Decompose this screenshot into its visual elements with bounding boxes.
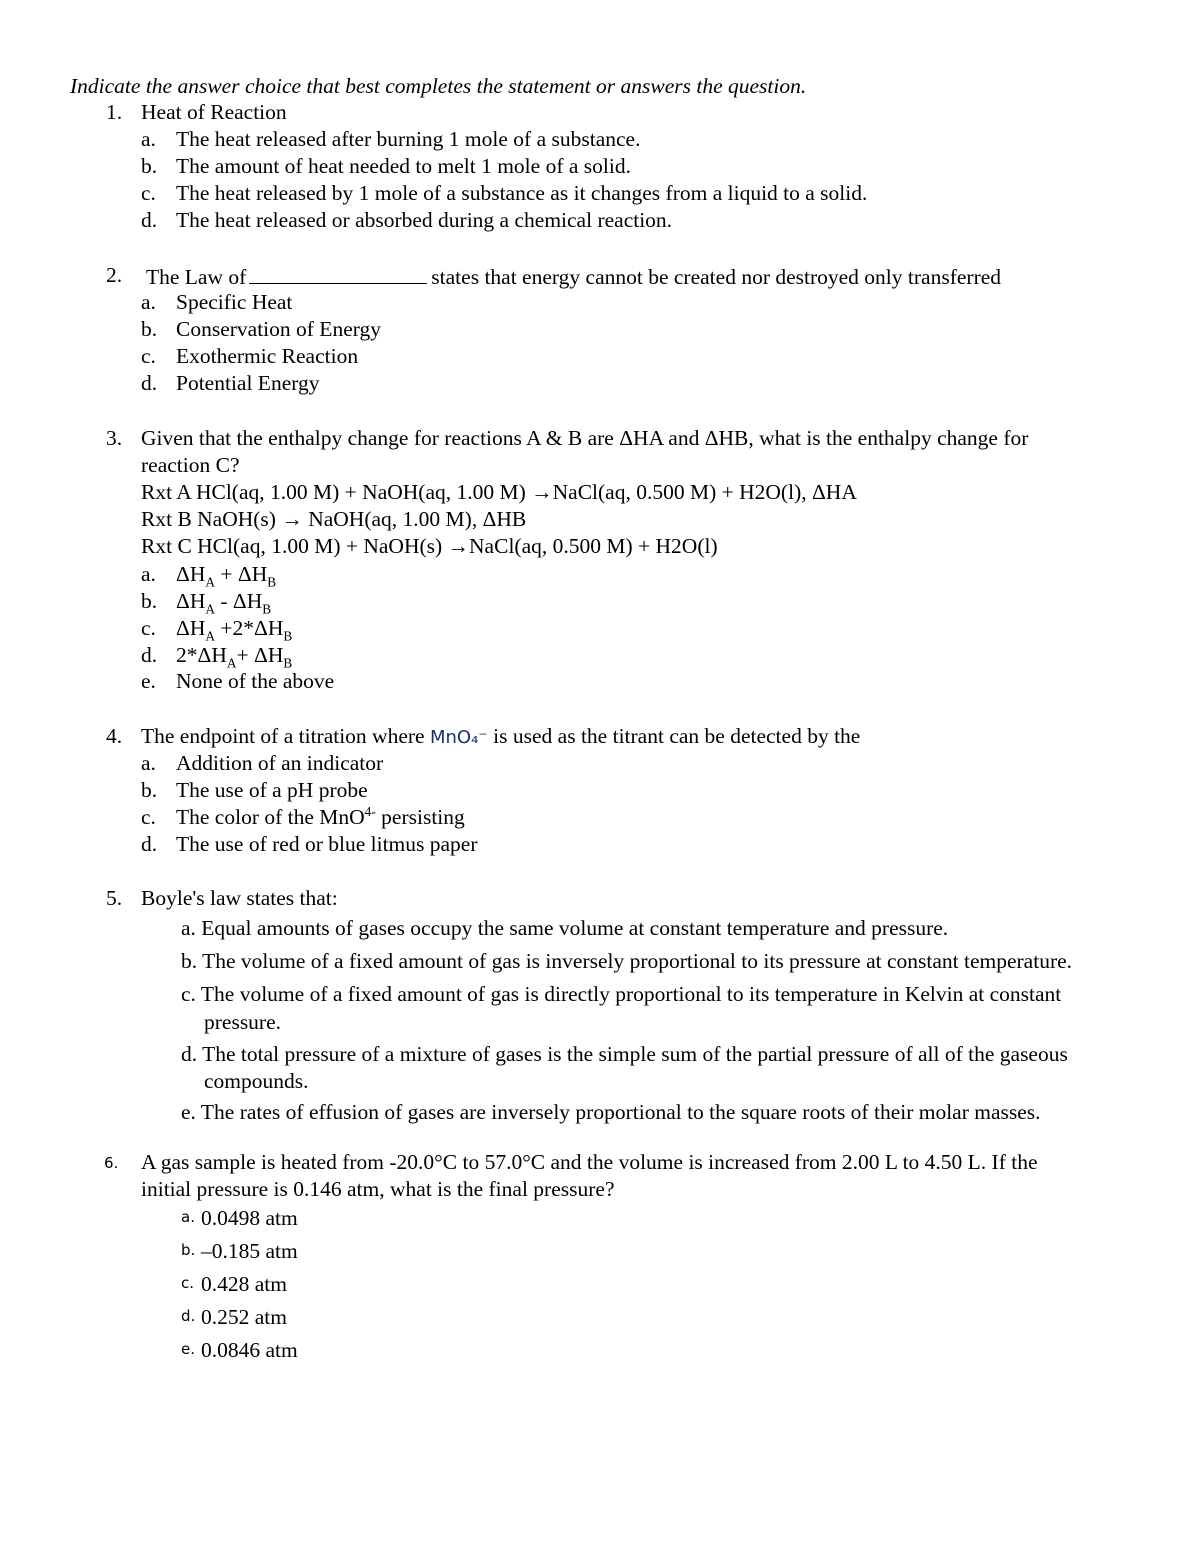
subscript: A (226, 655, 237, 671)
option-letter: c. (141, 805, 156, 829)
reaction-c: Rxt C HCl(aq, 1.00 M) + NaOH(s) →NaCl(aq, 0.500 M) + H2O(l) (141, 534, 718, 558)
question-number: 5. (106, 886, 123, 910)
option-letter: d. (141, 832, 158, 856)
question-text-continued: initial pressure is 0.146 atm, what is the final pressure? (141, 1177, 615, 1201)
option-letter: b. (141, 589, 158, 613)
option-letter: b. (141, 154, 158, 178)
option-letter: a. (141, 562, 156, 586)
option-letter: d. (141, 371, 158, 395)
option-letter: d. (141, 643, 158, 667)
subscript: A (205, 628, 215, 644)
option-letter: a. (141, 127, 156, 151)
subscript: A (205, 574, 215, 590)
option-text: The amount of heat needed to melt 1 mole of a solid. (176, 154, 631, 178)
question-text: Boyle's law states that: (141, 886, 338, 910)
option-d: d. The total pressure of a mixture of gases is the simple sum of the partial pressure of all of the gaseous (181, 1042, 1068, 1066)
option-text: Conservation of Energy (176, 317, 382, 341)
question-text (146, 265, 1001, 289)
option-letter: c. (141, 181, 156, 205)
option-letter: a. (181, 1208, 195, 1226)
option-text: Addition of an indicator (176, 751, 384, 775)
option-text-part: The color of the MnO (176, 805, 365, 829)
option-a: a. Equal amounts of gases occupy the same volume at constant temperature and pressure. (181, 916, 949, 940)
question-text-before: The endpoint of a titration where (141, 724, 425, 748)
option-letter: b. (141, 317, 158, 341)
option-text (176, 562, 277, 590)
option-text: 0.0498 atm (201, 1206, 298, 1230)
option-text: 0.428 atm (201, 1272, 287, 1296)
option-text-part: - ΔH (215, 589, 263, 613)
question-text-continued: reaction C? (141, 453, 240, 477)
option-text-part: ΔH (176, 562, 206, 586)
option-letter: c. (141, 616, 156, 640)
option-text-part: persisting (375, 805, 465, 829)
option-c: c. The volume of a fixed amount of gas is directly proportional to its temperature in Kelvin at constant (181, 982, 1062, 1006)
option-letter: e. (181, 1340, 195, 1358)
option-b: b. The volume of a fixed amount of gas is inversely proportional to its pressure at constant temperature. (181, 949, 1073, 973)
subscript: B (283, 655, 293, 671)
option-text-part: 2*ΔH (176, 643, 227, 667)
option-text (176, 589, 272, 617)
question-number: 6. (104, 1154, 119, 1172)
instructions: Indicate the answer choice that best completes the statement or answers the question. (70, 74, 807, 98)
option-text: The heat released or absorbed during a chemical reaction. (176, 208, 673, 232)
option-text: Specific Heat (176, 290, 293, 314)
option-text: None of the above (176, 669, 335, 693)
option-text: The use of red or blue litmus paper (176, 832, 478, 856)
option-letter: e. (141, 669, 156, 693)
question-text (141, 726, 860, 748)
subscript: B (262, 601, 272, 617)
question-text-after: states that energy cannot be created nor destroyed only transferred (431, 265, 1002, 289)
subscript: A (205, 601, 215, 617)
question-number: 2. (106, 263, 123, 287)
option-text: Potential Energy (176, 371, 320, 395)
option-text: 0.252 atm (201, 1305, 287, 1329)
reaction-b: Rxt B NaOH(s) → NaOH(aq, 1.00 M), ΔHB (141, 507, 527, 531)
option-letter: b. (181, 1241, 196, 1259)
question-number: 3. (106, 426, 123, 450)
option-letter: a. (141, 290, 156, 314)
option-text: 0.0846 atm (201, 1338, 298, 1362)
question-text-before: The Law of (146, 265, 247, 289)
question-number: 1. (106, 100, 123, 124)
option-letter: c. (141, 344, 156, 368)
option-letter: a. (141, 751, 156, 775)
option-text-part: ΔH (176, 616, 206, 640)
option-text (176, 643, 293, 671)
option-text-part: + ΔH (215, 562, 268, 586)
option-text-part: +2*ΔH (215, 616, 284, 640)
question-text: Given that the enthalpy change for reactions A & B are ΔHA and ΔHB, what is the enthalpy change for (141, 426, 1029, 450)
option-letter: c. (181, 1274, 195, 1292)
permanganate-ion: MnO₄⁻ (429, 727, 488, 748)
option-letter: b. (141, 778, 158, 802)
option-text-part: ΔH (176, 589, 206, 613)
option-letter: d. (141, 208, 158, 232)
option-text (176, 616, 293, 644)
option-c-continued: pressure. (204, 1010, 282, 1034)
option-text: The heat released by 1 mole of a substance as it changes from a liquid to a solid. (176, 181, 868, 205)
option-text (176, 803, 465, 829)
answer-blank (249, 265, 427, 284)
question-text: Heat of Reaction (141, 100, 287, 124)
option-d-continued: compounds. (204, 1069, 309, 1093)
question-number: 4. (106, 724, 123, 748)
option-text: The heat released after burning 1 mole of a substance. (176, 127, 641, 151)
question-text-after: is used as the titrant can be detected by the (493, 724, 861, 748)
superscript: 4- (364, 803, 376, 819)
subscript: B (267, 574, 277, 590)
reaction-a: Rxt A HCl(aq, 1.00 M) + NaOH(aq, 1.00 M) →NaCl(aq, 0.500 M) + H2O(l), ΔHA (141, 480, 857, 504)
option-text: The use of a pH probe (176, 778, 368, 802)
option-e: e. The rates of effusion of gases are inversely proportional to the square roots of their molar masses. (181, 1100, 1041, 1124)
option-text: Exothermic Reaction (176, 344, 359, 368)
question-text: A gas sample is heated from -20.0°C to 57.0°C and the volume is increased from 2.00 L to 4.50 L. If the (141, 1150, 1038, 1174)
option-text: –0.185 atm (201, 1239, 298, 1263)
option-text-part: + ΔH (236, 643, 284, 667)
subscript: B (283, 628, 293, 644)
option-letter: d. (181, 1307, 196, 1325)
